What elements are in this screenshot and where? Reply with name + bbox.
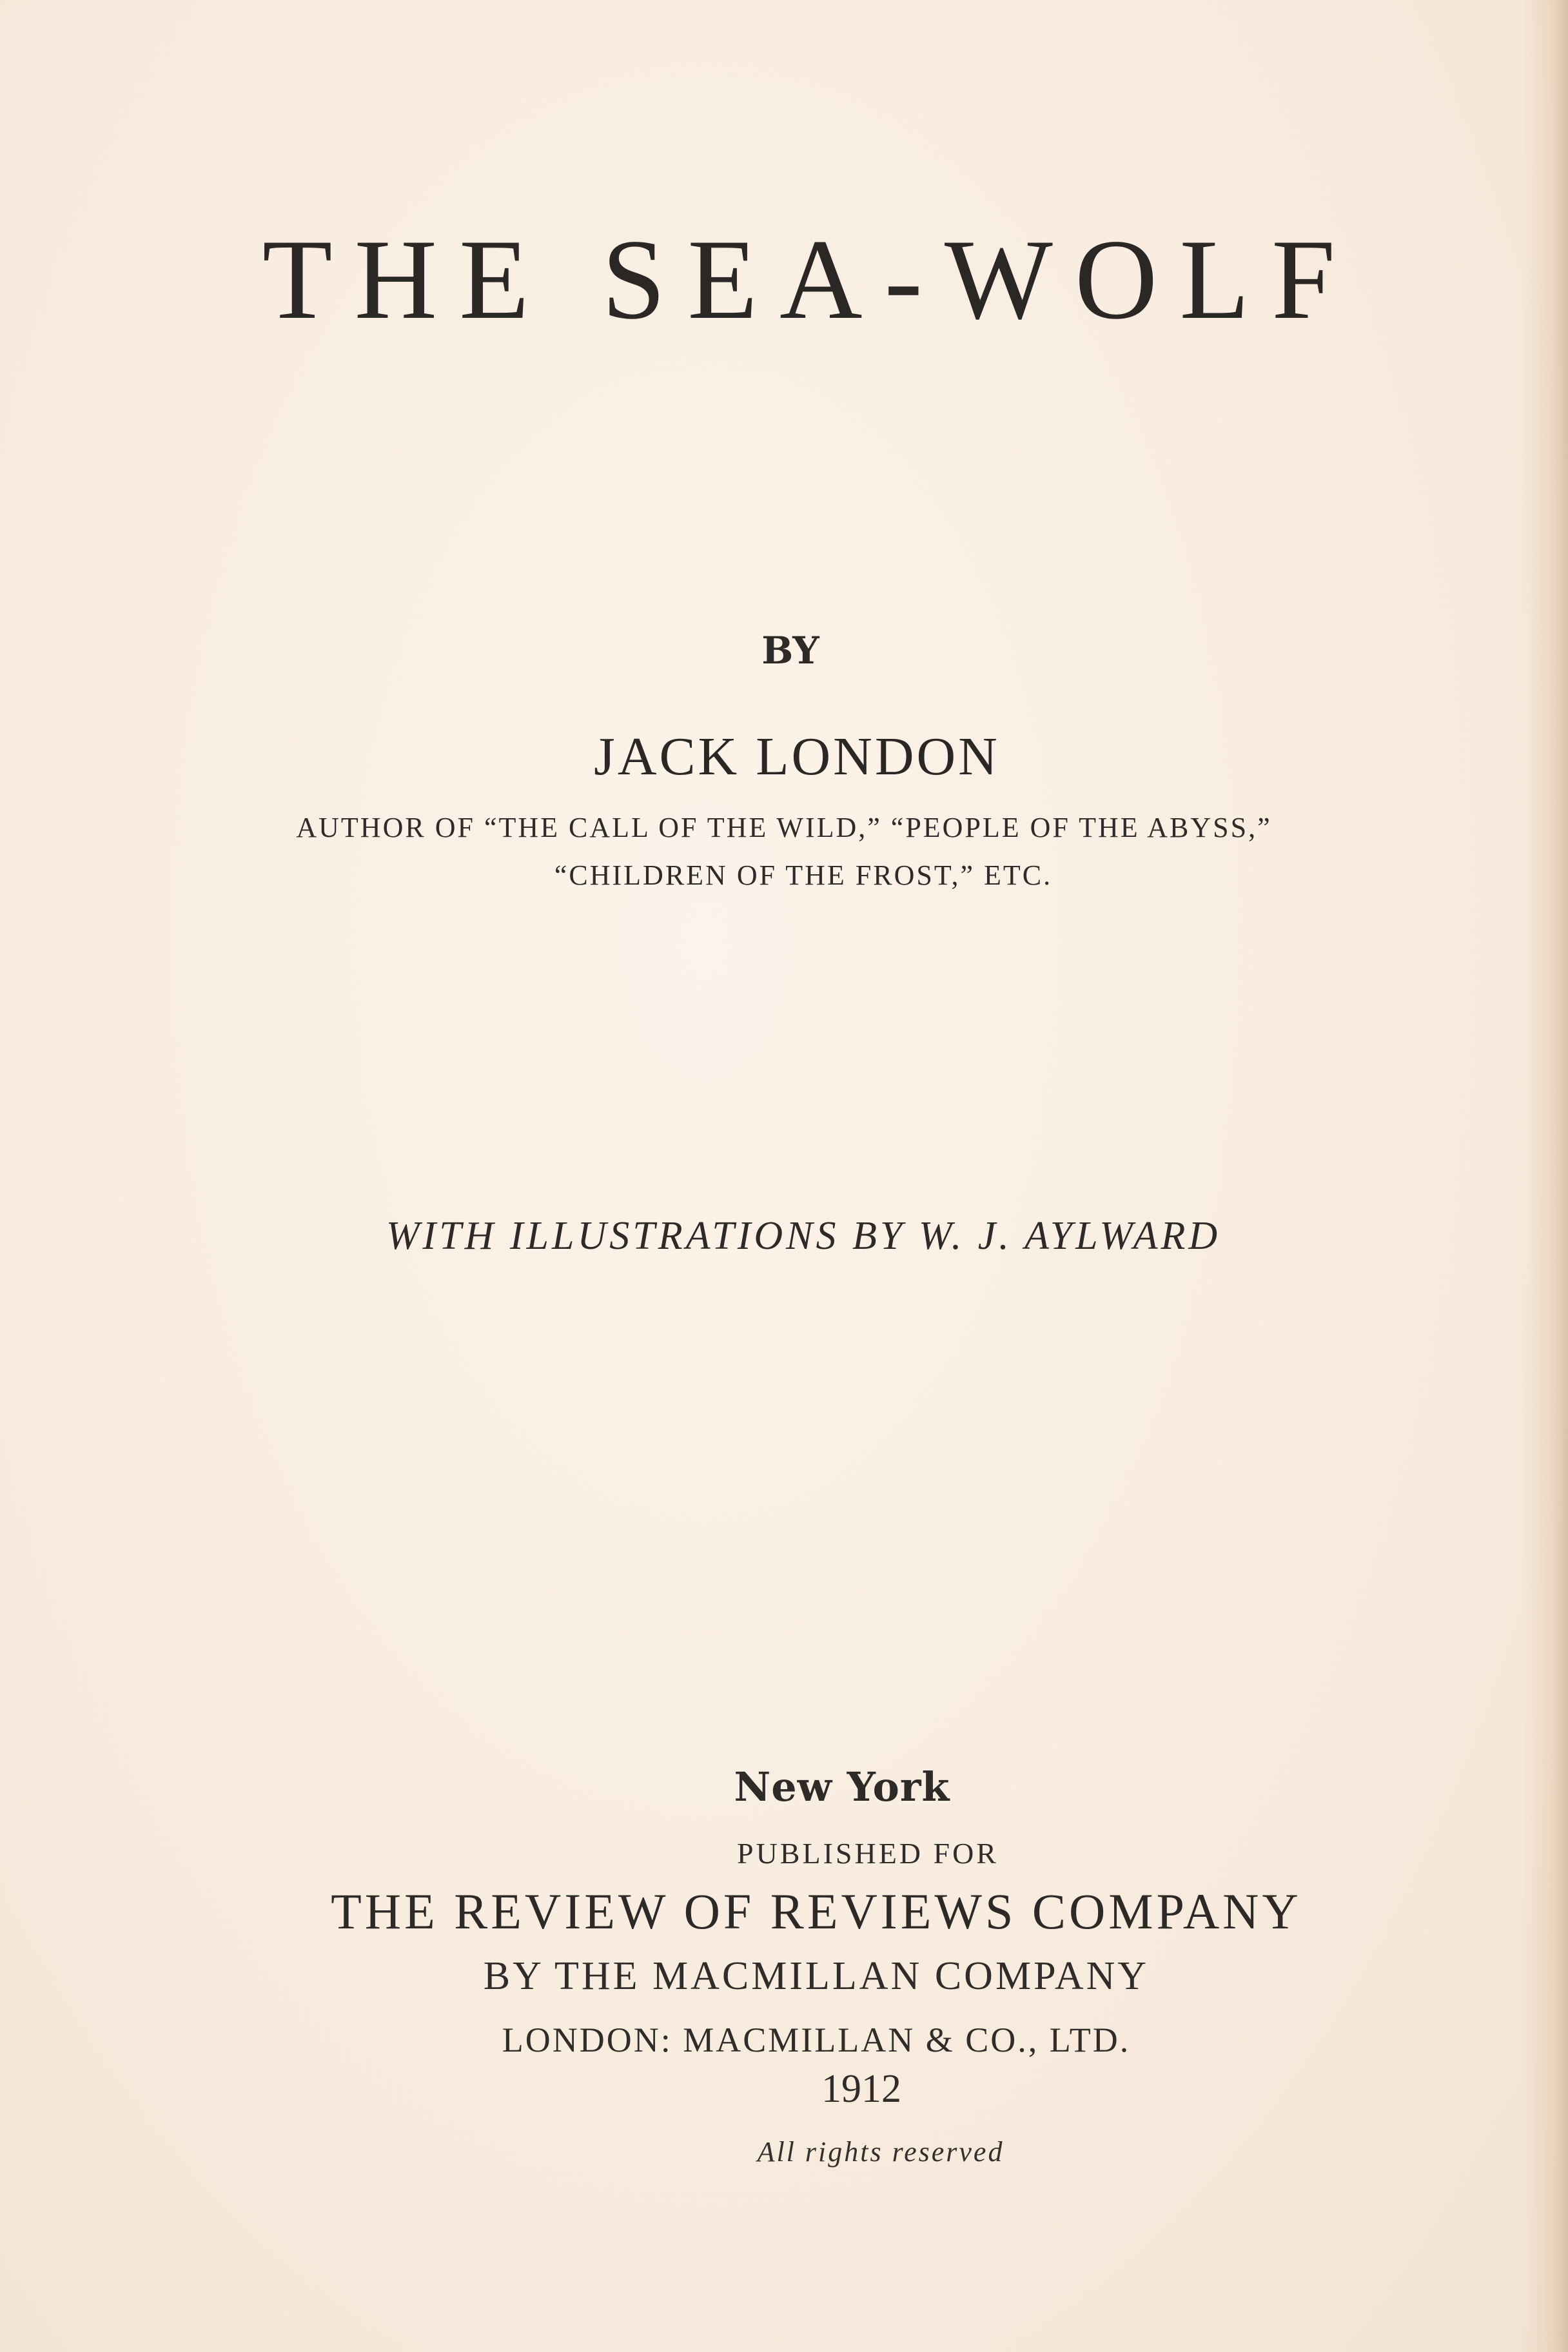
byline: BY: [761, 629, 819, 672]
published-for: PUBLISHED FOR: [736, 1837, 999, 1870]
publication-year: 1912: [821, 2067, 901, 2111]
rights-notice: All rights reserved: [757, 2136, 1004, 2168]
author-name: JACK LONDON: [594, 727, 1000, 787]
publisher-by: BY THE MACMILLAN COMPANY: [483, 1954, 1150, 1998]
book-title: THE SEA-WOLF: [262, 215, 1358, 343]
publisher-company: THE REVIEW OF REVIEWS COMPANY: [331, 1883, 1302, 1939]
author-works-line-2: “CHILDREN OF THE FROST,” ETC.: [554, 859, 1053, 891]
publisher-london: LONDON: MACMILLAN & CO., LTD.: [502, 2021, 1131, 2059]
author-works-line-1: AUTHOR OF “THE CALL OF THE WILD,” “PEOPLE OF THE ABYSS,”: [296, 812, 1272, 843]
illustrator-credit: WITH ILLUSTRATIONS BY W. J. AYLWARD: [386, 1214, 1221, 1258]
imprint-city: New York: [734, 1763, 950, 1810]
